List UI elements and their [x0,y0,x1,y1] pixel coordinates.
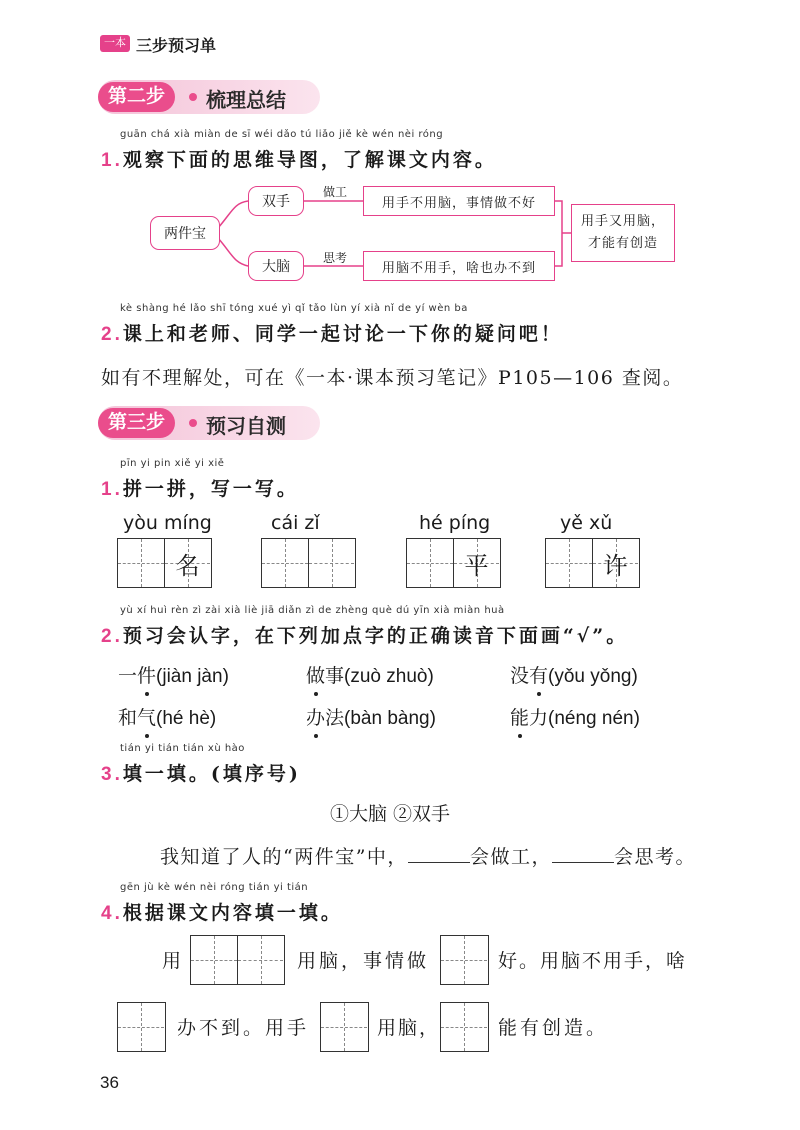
reading-option: 能力(néng nén) [510,703,640,730]
s3q1-number: 1. [101,479,123,500]
step2-label: 第二步 [98,82,175,112]
grid-cell[interactable] [546,539,592,587]
grid-cell[interactable] [308,539,354,587]
row2-grid-c[interactable] [440,1002,489,1052]
grid-cell[interactable] [441,1003,487,1051]
grid-cell[interactable] [118,539,164,587]
dotted-char: 办 [306,703,325,730]
step2-title: 梳理总结 [206,90,286,112]
s3q4-number: 4. [101,903,123,924]
conclusion-line-2: 才能有创造 [587,236,658,251]
fill-sentence: 我知道了人的“两件宝”中， 会做工， 会思考。 [160,842,696,869]
q1-pinyin: guān chá xià miàn de sī wéi dǎo tú liǎo jiě kè wén nèi róng [120,129,444,140]
pinyin-choices[interactable]: (bàn bàng) [344,708,436,729]
row2-grid-a[interactable] [117,1002,166,1052]
row1-text-a: 用 [162,950,182,972]
mindmap-brain-result: 用脑不用手，啥也办不到 [363,251,555,281]
write-item-2-pinyin: cái zǐ [271,512,320,534]
q1-number: 1. [101,150,123,171]
grid-cell[interactable] [262,539,308,587]
mindmap-brain-node: 大脑 [248,251,304,281]
grid-cell[interactable] [118,1003,164,1051]
write-item-1-grid[interactable] [117,538,212,588]
s3q4-line [101,898,343,925]
dotted-char: 件 [137,661,156,688]
reading-option: 一件(jiàn jàn) [118,661,229,688]
grid-cell[interactable] [191,936,237,984]
s3q1-pinyin: pīn yi pin xiě yi xiě [120,458,225,469]
s3q2-pinyin: yù xí huì rèn zì zài xià liè jiā diǎn zì de zhèng què dú yīn xià miàn huà [120,605,505,616]
s3q3-pinyin: tián yi tián tián xù hào [120,743,245,754]
write-item-1-pinyin: yòu míng [123,512,212,534]
s3q1-line [101,474,299,501]
grid-cell[interactable]: 许 [592,539,638,587]
grid-cell[interactable] [407,539,453,587]
s3q2-number: 2. [101,626,123,647]
q2-text: 课上和老师、同学一起讨论一下你的疑问吧！ [122,323,563,345]
fill-choices: ①大脑 ②双手 [330,803,451,825]
row1-grid-a[interactable] [190,935,285,985]
write-item-4-pinyin: yě xǔ [560,512,613,534]
q2-line [101,319,563,346]
q2-note: 如有不理解处，可在《一本·课本预习笔记》P105—106 查阅。 [101,367,684,389]
mindmap-root: 两件宝 [150,216,220,250]
step3-title: 预习自测 [206,416,286,438]
mindmap-hands-result: 用手不用脑，事情做不好 [363,186,555,216]
blank-work[interactable] [408,843,470,863]
reading-option: 和气(hé hè) [118,703,216,730]
reading-option: 没有(yǒu yǒng) [510,661,638,688]
dotted-char: 做 [306,661,325,688]
q2-number: 2. [101,324,123,345]
grid-cell[interactable]: 名 [164,539,210,587]
pinyin-choices[interactable]: (jiàn jàn) [156,666,229,687]
grid-cell[interactable]: 平 [453,539,499,587]
s3q1-text: 拼一拼，写一写。 [122,478,299,500]
dotted-char: 气 [137,703,156,730]
conclusion-line-1: 用手又用脑， [580,214,665,229]
s3q3-text: 填一填。(填序号) [122,763,301,785]
mindmap-work-label: 做工 [323,185,348,199]
write-item-4-grid[interactable] [545,538,640,588]
s3q4-pinyin: gēn jù kè wén nèi róng tián yi tián [120,882,309,893]
mindmap-hands-node: 双手 [248,186,304,216]
reading-option: 做事(zuò zhuò) [306,661,434,688]
conclusion-bracket [555,201,571,266]
grid-cell[interactable] [321,1003,367,1051]
row1-grid-b[interactable] [440,935,489,985]
dotted-char: 有 [529,661,548,688]
s3q2-line [101,621,628,648]
step3-label: 第三步 [98,408,175,438]
s3q3-line [101,759,301,786]
mindmap-conclusion [571,204,675,262]
row2-text-b: 用脑， [377,1017,441,1039]
s3q2-text: 预习会认字，在下列加点字的正确读音下面画“√”。 [122,625,629,647]
grid-cell[interactable] [441,936,487,984]
write-item-2-grid[interactable] [261,538,356,588]
row1-text-b: 用脑，事情做 [297,950,430,972]
row1-text-c: 好。用脑不用手，啥 [498,950,688,972]
row2-text-c: 能有创造。 [498,1017,609,1039]
s3q3-number: 3. [101,764,123,785]
page-number: 36 [100,1073,119,1092]
dotted-char: 能 [510,703,529,730]
reading-option: 办法(bàn bàng) [306,703,436,730]
pinyin-choices[interactable]: (hé hè) [156,708,217,729]
header-title: 三步预习单 [136,38,217,55]
step3-dot [189,419,197,427]
connector-root-brain [218,238,248,266]
s3q4-text: 根据课文内容填一填。 [122,902,343,924]
row2-text-a: 办不到。用手 [177,1017,310,1039]
q1-text: 观察下面的思维导图，了解课文内容。 [122,149,497,171]
q2-pinyin: kè shàng hé lǎo shī tóng xué yì qǐ tǎo lùn yí xià nǐ de yí wèn ba [120,303,468,314]
pinyin-choices[interactable]: (zuò zhuò) [344,666,434,687]
mindmap-think-label: 思考 [323,251,348,265]
grid-cell[interactable] [237,936,283,984]
blank-think[interactable] [552,843,614,863]
pinyin-choices[interactable]: (néng nén) [548,708,640,729]
brand-badge: 一本 [100,35,130,52]
write-item-3-pinyin: hé píng [419,512,491,534]
pinyin-choices[interactable]: (yǒu yǒng) [548,666,638,687]
connector-root-hands [218,201,248,228]
row2-grid-b[interactable] [320,1002,369,1052]
write-item-3-grid[interactable] [406,538,501,588]
